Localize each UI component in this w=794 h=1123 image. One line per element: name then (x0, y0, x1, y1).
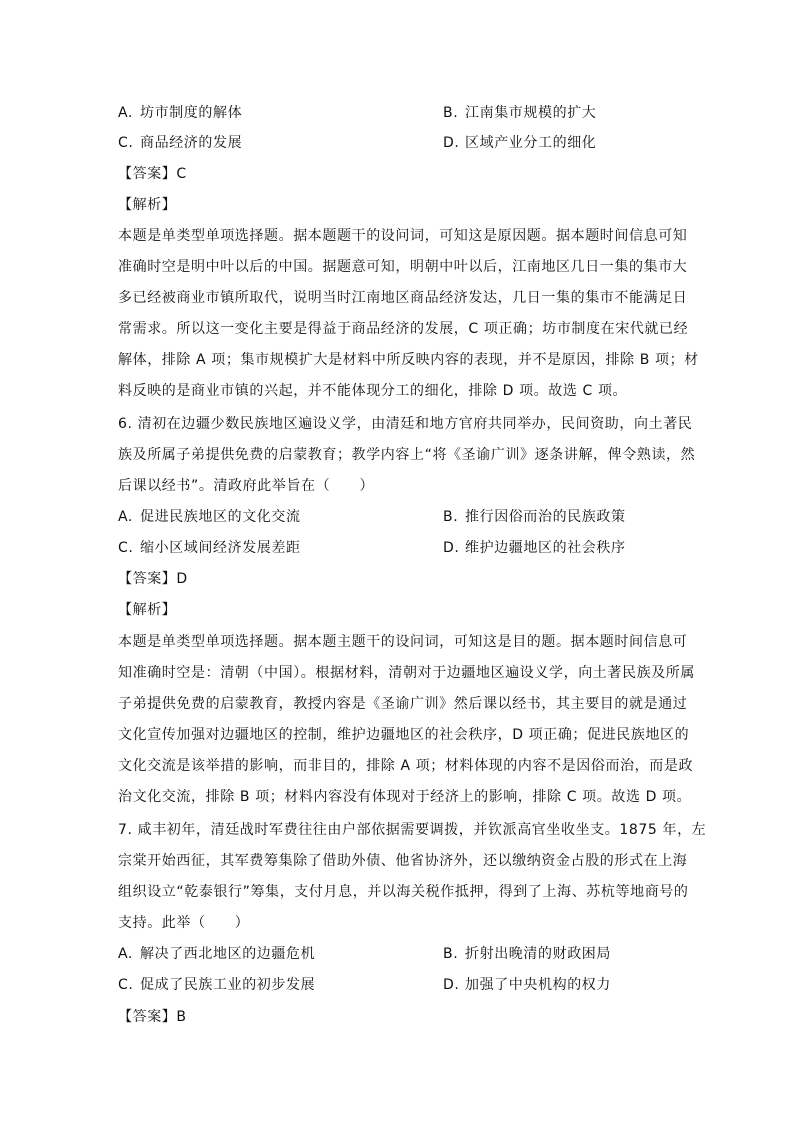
option-key: C. (118, 540, 134, 556)
option-text: 维护边疆地区的社会秩序 (465, 540, 626, 556)
q7-option-d (443, 975, 611, 995)
option-text: 商品经济的发展 (140, 135, 243, 151)
option-key: D. (443, 977, 460, 993)
q7-stem-line: 支持。此举（ ） (118, 915, 250, 931)
q5-analysis-line: 解体，排除 A 项；集市规模扩大是材料中所反映内容的表现，并不是原因，排除 B 项；材 (118, 352, 699, 368)
option-text: 促进民族地区的文化交流 (140, 509, 301, 525)
option-text: 坊市制度的解体 (140, 105, 243, 121)
q7-option-b (443, 944, 611, 964)
option-text: 区域产业分工的细化 (465, 135, 597, 151)
q6-analysis-line: 知准确时空是：清朝（中国）。根据材料，清朝对于边疆地区遍设义学，向土著民族及所属 (118, 665, 695, 681)
q6-analysis-line: 文化宣传加强对边疆地区的控制，维护边疆地区的社会秩序，D 项正确；促进民族地区的 (118, 727, 690, 743)
q6-analysis-line: 文化交流是该举措的影响，而非目的，排除 A 项；材料体现的内容不是因俗而治，而是政 (118, 758, 694, 774)
q5-analysis-line: 常需求。所以这一变化主要是得益于商品经济的发展，C 项正确；坊市制度在宋代就已经 (118, 321, 689, 337)
q6-option-d (443, 538, 626, 558)
q6-stem-line: 后课以经书”。清政府此举旨在（ ） (118, 478, 375, 494)
option-key: C. (118, 977, 134, 993)
option-text: 加强了中央机构的权力 (465, 977, 611, 993)
option-text: 折射出晚清的财政困局 (465, 946, 611, 962)
q5-option-a (118, 103, 242, 123)
q6-stem-line: 6. 清初在边疆少数民族地区遍设义学，由清廷和地方官府共同举办，民间资助，向土著民 (118, 416, 693, 432)
q6-analysis-line: 治文化交流，排除 B 项；材料内容没有体现对于经济上的影响，排除 C 项。故选 D 项。 (118, 789, 692, 805)
q7-stem-line: 宗棠开始西征，其军费筹集除了借助外债、他省协济外，还以缴纳资金占股的形式在上海 (118, 853, 688, 869)
option-key: C. (118, 135, 134, 151)
q5-analysis-line: 多已经被商业市镇所取代，说明当时江南地区商品经济发达，几日一集的集市不能满足日 (118, 290, 688, 306)
q6-option-b (443, 507, 626, 527)
option-text: 促成了民族工业的初步发展 (140, 977, 316, 993)
q5-answer: 【答案】C (118, 166, 187, 182)
q5-analysis-line: 准确时空是明中叶以后的中国。据题意可知，明朝中叶以后，江南地区几日一集的集市大 (118, 259, 688, 275)
option-key: A. (118, 946, 133, 962)
q7-option-c (118, 975, 315, 995)
q6-analysis-line: 子弟提供免费的启蒙教育，教授内容是《圣谕广训》然后课以经书，其主要目的就是通过 (118, 696, 688, 712)
q5-analysis-label: 【解析】 (118, 197, 177, 213)
q7-option-a (118, 944, 315, 964)
q7-answer: 【答案】B (118, 1009, 187, 1025)
q7-stem-line: 7. 咸丰初年，清廷战时军费往往由户部依据需要调拨，并钦派高官坐收坐支。1875 年，左 (118, 822, 707, 838)
q6-analysis-line: 本题是单类型单项选择题。据本题主题干的设问词，可知这是目的题。据本题时间信息可 (118, 634, 688, 650)
option-text: 江南集市规模的扩大 (465, 105, 597, 121)
option-key: B. (443, 509, 459, 525)
option-key: D. (443, 135, 460, 151)
option-text: 推行因俗而治的民族政策 (465, 509, 626, 525)
q5-option-b (443, 103, 596, 123)
option-text: 解决了西北地区的边疆危机 (140, 946, 316, 962)
q5-option-c (118, 133, 242, 153)
q6-option-c (118, 538, 301, 558)
q7-stem-line: 组织设立“乾泰银行”筹集，支付月息，并以海关税作抵押，得到了上海、苏杭等地商号的 (118, 884, 689, 900)
option-key: D. (443, 540, 460, 556)
option-key: B. (443, 105, 459, 121)
q6-stem-line: 族及所属子弟提供免费的启蒙教育；教学内容上“将《圣谕广训》逐条讲解，俾令熟读，然 (118, 447, 696, 463)
option-key: A. (118, 105, 133, 121)
q6-answer: 【答案】D (118, 571, 188, 587)
q5-option-d (443, 133, 596, 153)
option-text: 缩小区域间经济发展差距 (140, 540, 301, 556)
q6-analysis-label: 【解析】 (118, 602, 177, 618)
q5-analysis-line: 料反映的是商业市镇的兴起，并不能体现分工的细化，排除 D 项。故选 C 项。 (118, 383, 628, 399)
q5-analysis-line: 本题是单类型单项选择题。据本题题干的设问词，可知这是原因题。据本题时间信息可知 (118, 228, 688, 244)
option-key: A. (118, 509, 133, 525)
q6-option-a (118, 507, 301, 527)
option-key: B. (443, 946, 459, 962)
